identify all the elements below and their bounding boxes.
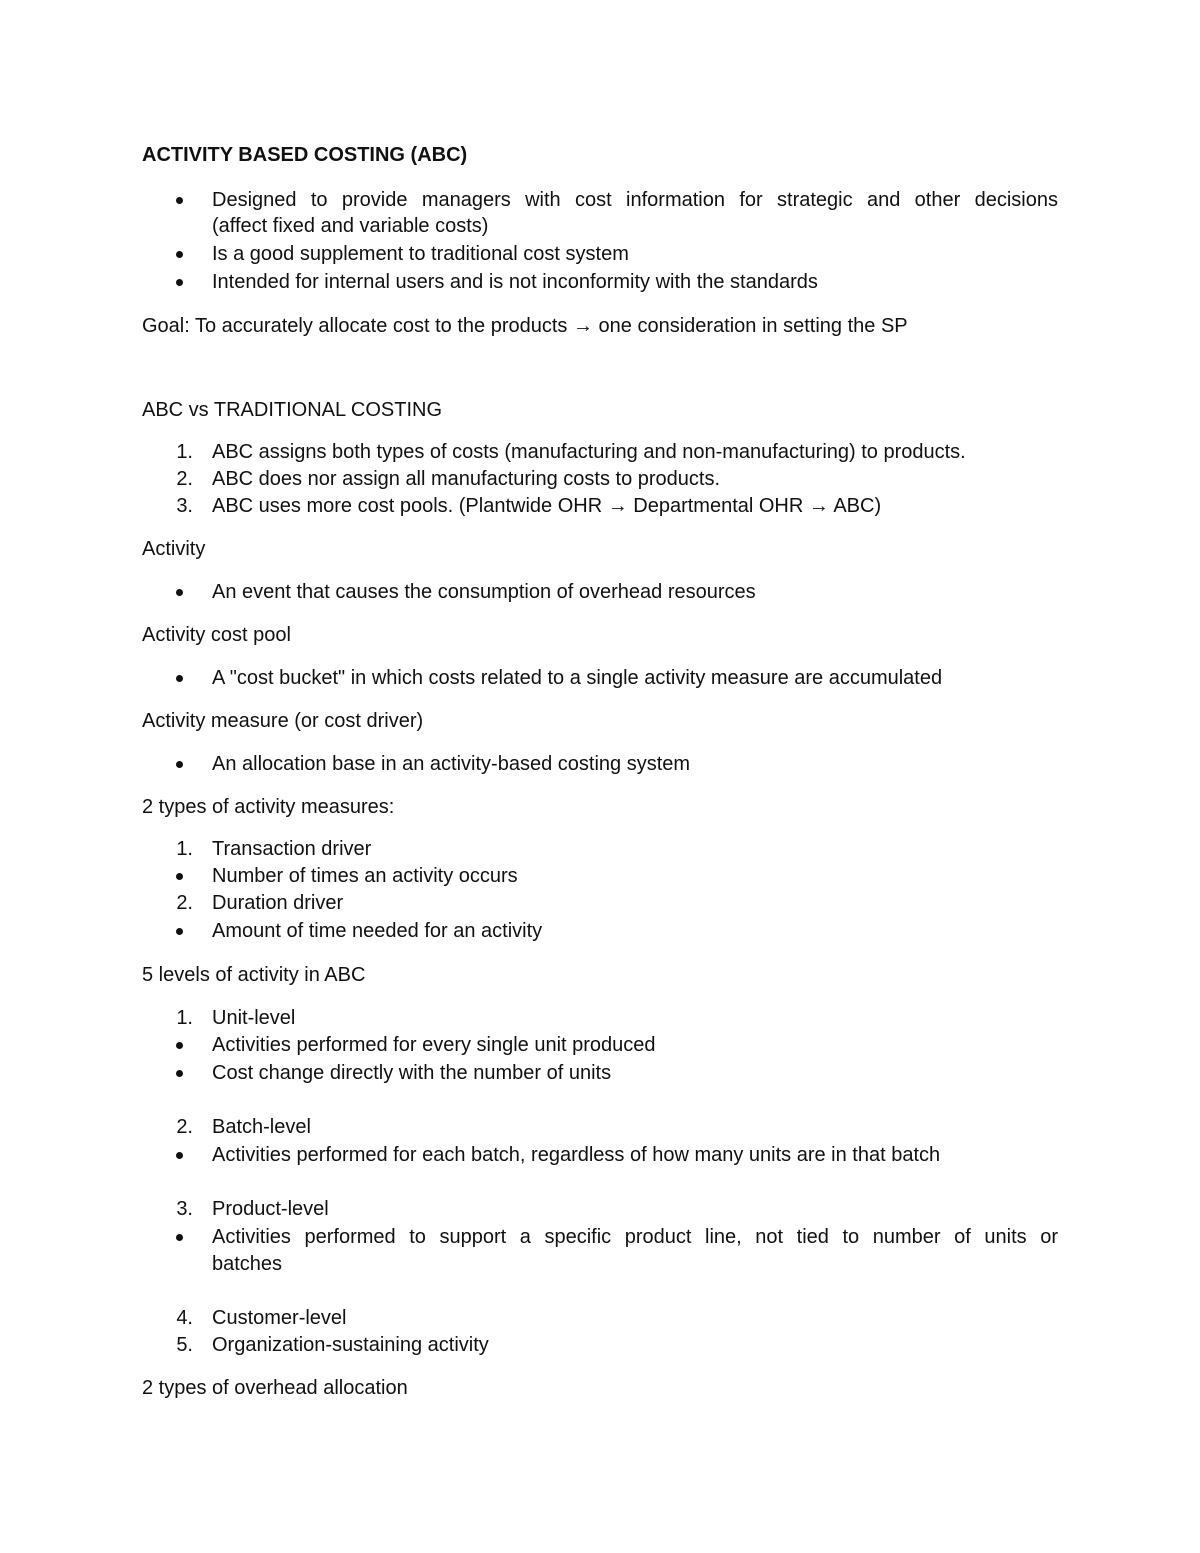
list-number: 3. xyxy=(176,495,193,517)
arrow-right-icon: → xyxy=(572,315,593,337)
list-number: 4. xyxy=(176,1307,193,1329)
types-measures-item-1: Transaction driver xyxy=(212,838,372,860)
list-number: 1. xyxy=(176,441,193,463)
bullet-icon xyxy=(176,761,183,768)
types-measures-item-2: Duration driver xyxy=(212,892,344,914)
list-number: 1. xyxy=(176,838,193,860)
goal-line xyxy=(142,313,908,339)
section-heading-types-measures: 2 types of activity measures: xyxy=(142,796,395,818)
bullet-icon xyxy=(176,928,183,935)
bullet-icon xyxy=(176,1042,183,1049)
level-1-bullet-2: Cost change directly with the number of units xyxy=(212,1062,612,1084)
section-heading-activity: Activity xyxy=(142,538,206,560)
intro-bullet-1-cont: (affect fixed and variable costs) xyxy=(212,215,489,237)
types-measures-item-1-bullet: Number of times an activity occurs xyxy=(212,865,518,887)
intro-bullet-3: Intended for internal users and is not inconformity with the standards xyxy=(212,271,818,293)
abc-vs-item-3 xyxy=(212,493,881,519)
bullet-icon xyxy=(176,279,183,286)
level-3-bullet-1-cont: batches xyxy=(212,1253,283,1275)
section-heading-abc-vs: ABC vs TRADITIONAL COSTING xyxy=(142,399,443,421)
abc-vs-item-1: ABC assigns both types of costs (manufacturing and non-manufacturing) to products. xyxy=(212,441,966,463)
list-number: 5. xyxy=(176,1334,193,1356)
activity-measure-bullet: An allocation base in an activity-based costing system xyxy=(212,753,691,775)
abc-vs-item-3-text-b: Departmental OHR xyxy=(627,495,809,517)
list-number: 2. xyxy=(176,892,193,914)
abc-vs-item-3-text-a: ABC uses more cost pools. (Plantwide OHR xyxy=(212,495,608,517)
bullet-icon xyxy=(176,589,183,596)
bullet-icon xyxy=(176,197,183,204)
level-2: Batch-level xyxy=(212,1116,311,1138)
section-heading-activity-measure: Activity measure (or cost driver) xyxy=(142,710,424,732)
abc-vs-item-2: ABC does nor assign all manufacturing costs to products. xyxy=(212,468,721,490)
list-number: 1. xyxy=(176,1007,193,1029)
abc-vs-item-3-text-c: ABC) xyxy=(828,495,882,517)
level-4: Customer-level xyxy=(212,1307,347,1329)
bullet-icon xyxy=(176,675,183,682)
bullet-icon xyxy=(176,1152,183,1159)
document-title: ACTIVITY BASED COSTING (ABC) xyxy=(142,144,468,166)
activity-bullet: An event that causes the consumption of overhead resources xyxy=(212,581,756,603)
list-number: 2. xyxy=(176,468,193,490)
bullet-icon xyxy=(176,873,183,880)
list-number: 3. xyxy=(176,1198,193,1220)
level-1: Unit-level xyxy=(212,1007,296,1029)
section-heading-levels: 5 levels of activity in ABC xyxy=(142,964,366,986)
list-number: 2. xyxy=(176,1116,193,1138)
activity-cost-pool-bullet: A "cost bucket" in which costs related to a single activity measure are accumulated xyxy=(212,667,943,689)
level-5: Organization-sustaining activity xyxy=(212,1334,489,1356)
bullet-icon xyxy=(176,251,183,258)
level-2-bullet-1: Activities performed for each batch, regardless of how many units are in that batch xyxy=(212,1144,941,1166)
types-measures-item-2-bullet: Amount of time needed for an activity xyxy=(212,920,543,942)
bullet-icon xyxy=(176,1234,183,1241)
level-1-bullet-1: Activities performed for every single unit produced xyxy=(212,1034,656,1056)
level-3-bullet-1: Activities performed to support a specific product line, not tied to number of units or xyxy=(212,1226,1058,1248)
arrow-right-icon: → xyxy=(607,495,628,517)
goal-text: Goal: To accurately allocate cost to the products xyxy=(142,315,573,337)
level-3: Product-level xyxy=(212,1198,329,1220)
section-heading-activity-cost-pool: Activity cost pool xyxy=(142,624,291,646)
intro-bullet-1: Designed to provide managers with cost information for strategic and other decisions xyxy=(212,189,1058,211)
intro-bullet-2: Is a good supplement to traditional cost system xyxy=(212,243,629,265)
goal-text-after: one consideration in setting the SP xyxy=(592,315,908,337)
bullet-icon xyxy=(176,1070,183,1077)
section-heading-overhead: 2 types of overhead allocation xyxy=(142,1377,408,1399)
arrow-right-icon: → xyxy=(808,495,829,517)
